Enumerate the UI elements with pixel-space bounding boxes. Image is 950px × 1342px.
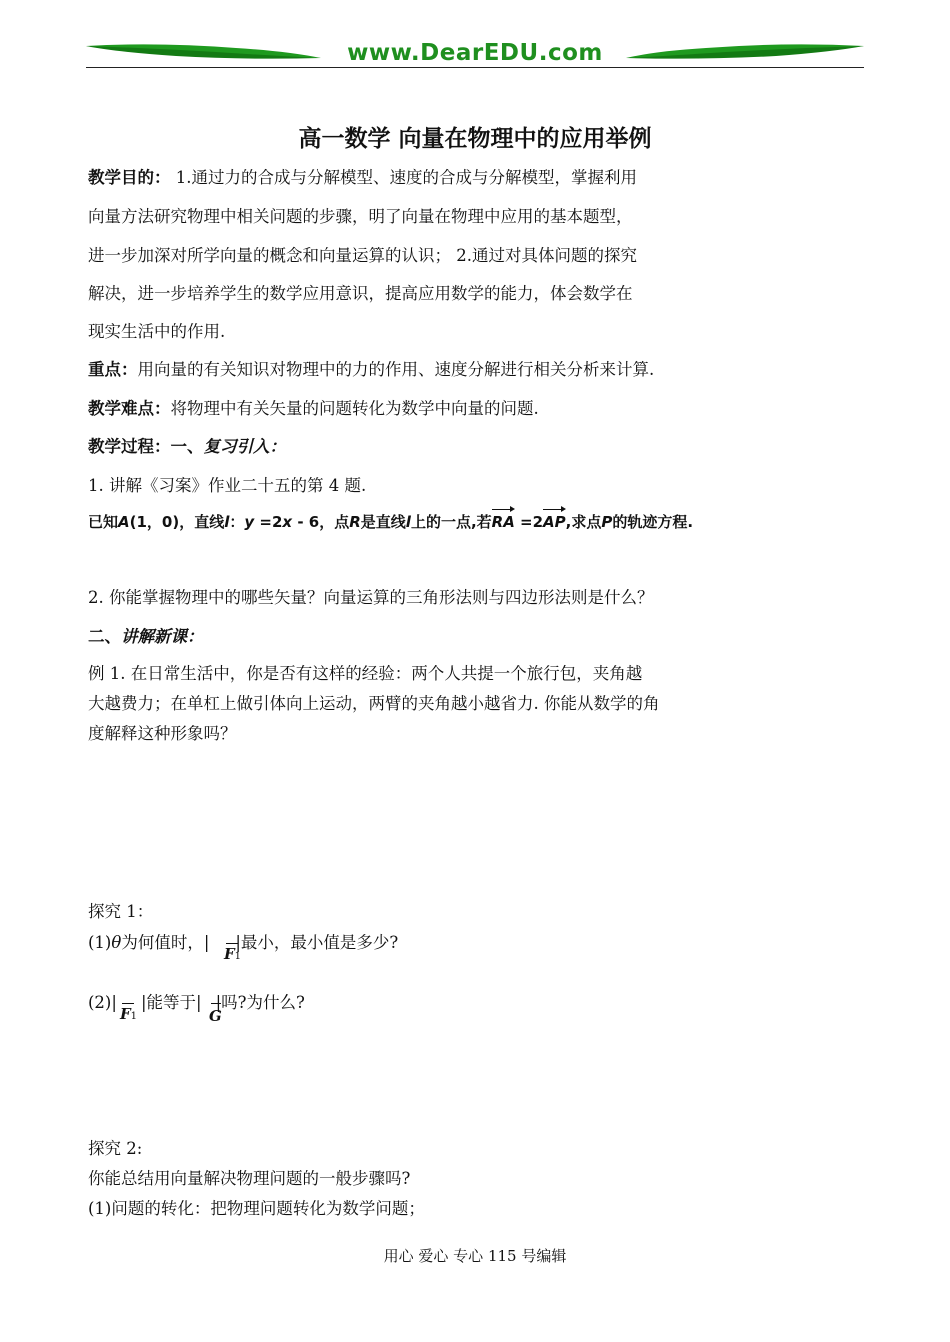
keypoint: 重点：用向量的有关知识对物理中的力的作用、速度分解进行相关分析来计算. xyxy=(88,360,655,379)
explore2-line-2: (1)问题的转化：把物理问题转化为数学问题； xyxy=(88,1199,425,1218)
vector-f1-b: F1 xyxy=(120,1005,138,1023)
explore1-heading: 探究 1： xyxy=(88,902,154,921)
example1-line-1: 例 1. 在日常生活中，你是否有这样的经验：两个人共提一个旅行包，夹角越 xyxy=(88,664,643,683)
example1-line-2: 大越费力；在单杠上做引体向上运动，两臂的夹角越小越省力. 你能从数学的角 xyxy=(88,694,660,713)
difficulty: 教学难点：将物理中有关矢量的问题转化为数学中向量的问题. xyxy=(88,399,539,418)
vector-bar-f1-a xyxy=(226,943,238,944)
process-heading: 教学过程：一、复习引入： xyxy=(88,437,286,456)
header-rule xyxy=(86,67,864,68)
explore1-q2: (2)| |能等于| |吗?为什么? xyxy=(88,993,305,1012)
page-title: 高一数学 向量在物理中的应用举例 xyxy=(298,126,652,152)
vector-f1-a: F1 xyxy=(224,945,242,963)
objectives-line-2: 向量方法研究物理中相关问题的步骤，明了向量在物理中应用的基本题型， xyxy=(88,207,633,226)
vector-g: G xyxy=(209,1007,222,1025)
objectives-line-3: 进一步加深对所学向量的概念和向量运算的认识； 2.通过对具体问题的探究 xyxy=(88,246,637,265)
vector-bar-f1-b xyxy=(122,1003,134,1004)
objectives-line-5: 现实生活中的作用. xyxy=(88,322,226,341)
objectives-label: 教学目的： xyxy=(88,168,171,187)
objectives-line-4: 解决，进一步培养学生的数学应用意识，提高应用数学的能力，体会数学在 xyxy=(88,284,633,303)
example1-line-3: 度解释这种形象吗？ xyxy=(88,724,237,743)
vector-bar-g xyxy=(211,1003,221,1004)
site-logo[interactable]: www.DearEDU.com xyxy=(347,40,603,66)
vector-ra: RA xyxy=(491,513,515,531)
page-footer: 用心 爱心 专心 115 号编辑 xyxy=(383,1247,567,1265)
explore1-q1: (1)θ为何值时，| |最小，最小值是多少? xyxy=(88,933,399,952)
objectives-line-1: 教学目的： 1.通过力的合成与分解模型、速度的合成与分解模型，掌握利用 xyxy=(88,168,637,187)
explore2-line-1: 你能总结用向量解决物理问题的一般步骤吗? xyxy=(88,1169,411,1188)
vector-ap: AP xyxy=(543,513,566,531)
site-header xyxy=(86,36,864,76)
problem-formula: 已知A(1，0)，直线l：y =2x - 6，点R是直线l上的一点,若RA =2AP,求点P的轨迹方程. xyxy=(88,513,694,531)
review-item-2: 2. 你能掌握物理中的哪些矢量？向量运算的三角形法则与四边形法则是什么？ xyxy=(88,588,654,607)
section2-heading: 二、讲解新课： xyxy=(88,627,204,646)
explore2-heading: 探究 2: xyxy=(88,1139,143,1158)
review-item-1: 1. 讲解《习案》作业二十五的第 4 题. xyxy=(88,476,367,495)
